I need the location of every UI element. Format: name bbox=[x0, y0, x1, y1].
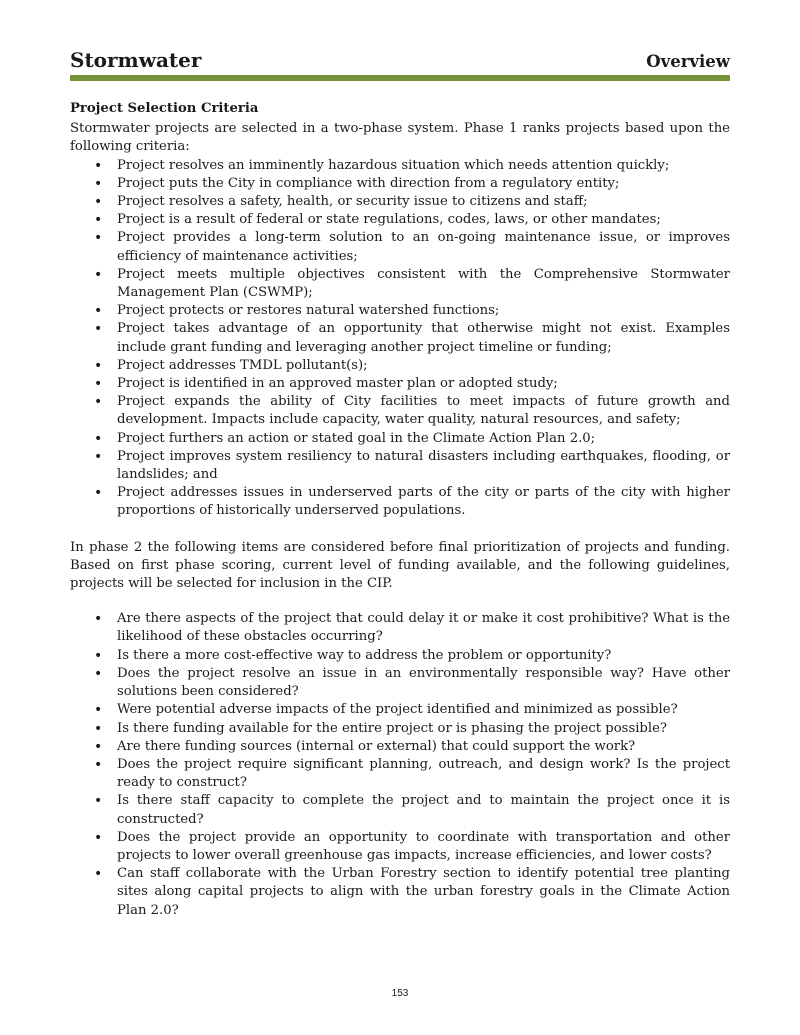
list-item: • Project is identified in an approved master plan or adopted study; bbox=[70, 375, 730, 393]
list-item: • Does the project require significant planning, outreach, and design work? Is the project ready to construct? bbox=[70, 756, 730, 792]
phase1-criteria-list bbox=[70, 157, 730, 521]
list-item: • Is there a more cost-effective way to address the problem or opportunity? bbox=[70, 647, 730, 665]
section-heading: Project Selection Criteria bbox=[70, 101, 259, 116]
list-item: • Is there funding available for the entire project or is phasing the project possible? bbox=[70, 720, 730, 738]
list-item: • Project provides a long-term solution to an on-going maintenance issue, or improves efficiency of maintenance activities; bbox=[70, 229, 730, 265]
list-item: • Does the project provide an opportunity to coordinate with transportation and other projects to lower overall greenhouse gas impacts, increase efficiencies, and lower costs? bbox=[70, 829, 730, 865]
list-item: • Are there funding sources (internal or external) that could support the work? bbox=[70, 738, 730, 756]
list-item: • Are there aspects of the project that could delay it or make it cost prohibitive? What is the likelihood of these obstacles occurring? bbox=[70, 610, 730, 646]
list-item: • Project resolves an imminently hazardous situation which needs attention quickly; bbox=[70, 157, 730, 175]
header-section-title: Stormwater bbox=[70, 48, 202, 72]
header-divider bbox=[70, 75, 730, 81]
list-item: • Project improves system resiliency to natural disasters including earthquakes, flooding, or landslides; and bbox=[70, 448, 730, 484]
spacer bbox=[70, 593, 730, 610]
list-item: • Project protects or restores natural watershed functions; bbox=[70, 302, 730, 320]
list-item: • Is there staff capacity to complete the project and to maintain the project once it is constructed? bbox=[70, 792, 730, 828]
list-item: • Project addresses issues in underserved parts of the city or parts of the city with higher proportions of historically underserved populations. bbox=[70, 484, 730, 520]
list-item: • Project expands the ability of City facilities to meet impacts of future growth and development. Impacts include capacity, water quality, natural resources, and safety; bbox=[70, 393, 730, 429]
phase1-intro-paragraph: Stormwater projects are selected in a two-phase system. Phase 1 ranks projects based upon the following criteria: bbox=[70, 121, 730, 155]
page-number: 153 bbox=[391, 988, 409, 999]
list-item: • Project addresses TMDL pollutant(s); bbox=[70, 357, 730, 375]
list-item: • Project furthers an action or stated goal in the Climate Action Plan 2.0; bbox=[70, 430, 730, 448]
spacer bbox=[70, 521, 730, 539]
list-item: • Project takes advantage of an opportunity that otherwise might not exist. Examples include grant funding and leveraging another project timeline or funding; bbox=[70, 320, 730, 356]
phase2-guidelines-list bbox=[70, 610, 730, 919]
list-item: • Project resolves a safety, health, or security issue to citizens and staff; bbox=[70, 193, 730, 211]
list-item: • Project meets multiple objectives consistent with the Comprehensive Stormwater Management Plan (CSWMP); bbox=[70, 266, 730, 302]
list-item: • Were potential adverse impacts of the project identified and minimized as possible? bbox=[70, 701, 730, 719]
page-header bbox=[70, 46, 730, 74]
header-page-type: Overview bbox=[646, 52, 730, 71]
list-item: • Can staff collaborate with the Urban Forestry section to identify potential tree planting sites along capital projects to align with the urban forestry goals in the Climate Action Plan 2.0? bbox=[70, 865, 730, 920]
list-item: • Project is a result of federal or state regulations, codes, laws, or other mandates; bbox=[70, 211, 730, 229]
list-item: • Project puts the City in compliance with direction from a regulatory entity; bbox=[70, 175, 730, 193]
main-content bbox=[70, 100, 730, 920]
list-item: • Does the project resolve an issue in an environmentally responsible way? Have other solutions been considered? bbox=[70, 665, 730, 701]
phase2-intro-paragraph: In phase 2 the following items are considered before final prioritization of projects and funding. Based on first phase scoring, current level of funding available, and the following guidelines, projects will be selected for inclusion in the CIP. bbox=[70, 539, 730, 592]
